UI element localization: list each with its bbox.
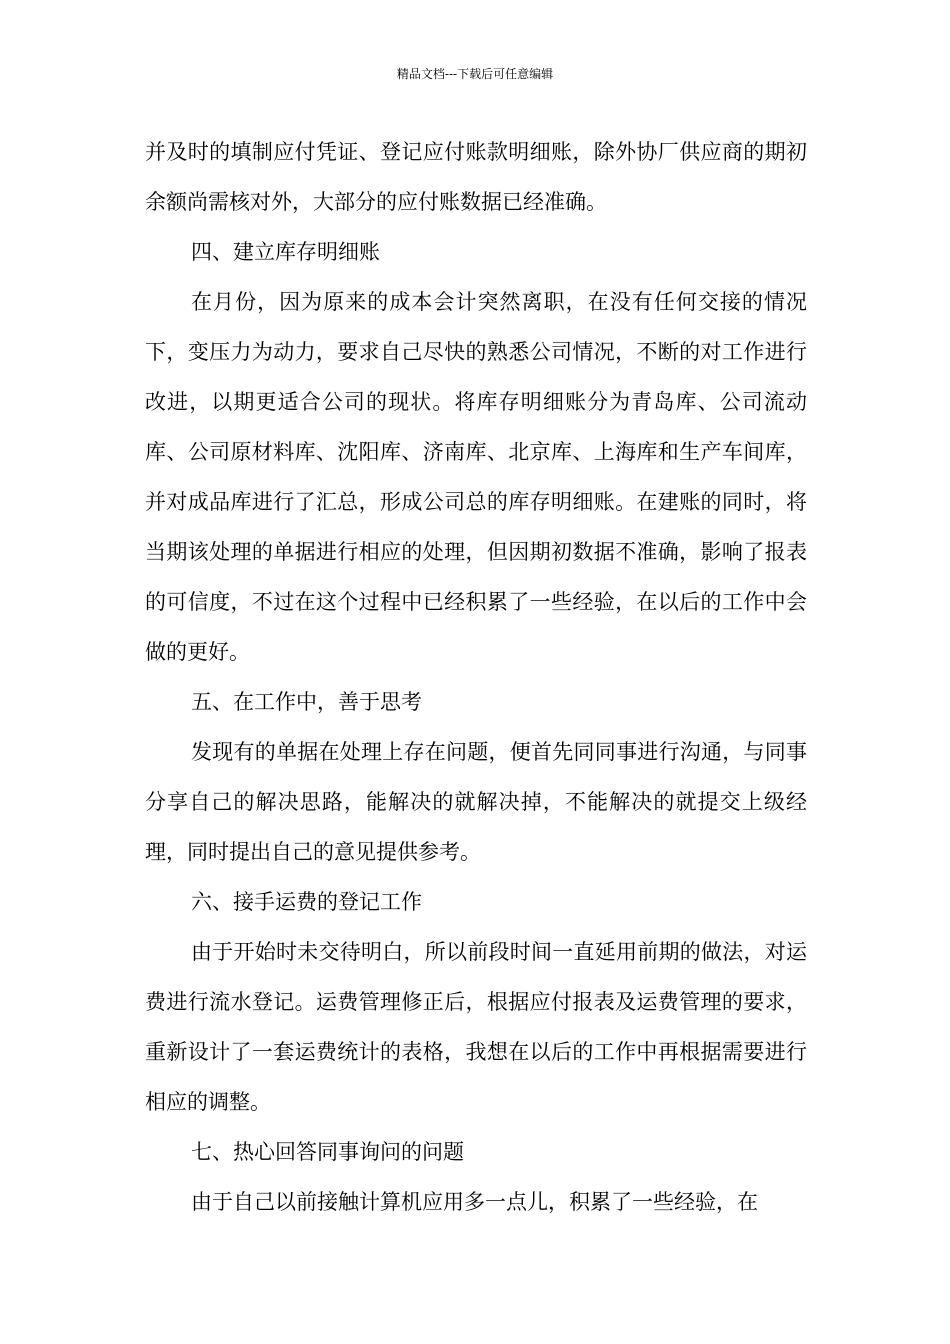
section-heading-7: 七、热心回答同事询问的问题 [191, 1140, 464, 1164]
section-heading-5: 五、在工作中，善于思考 [191, 690, 422, 714]
paragraph-continuation: 并及时的填制应付凭证、登记应付账款明细账，除外协厂供应商的期初余额尚需核对外，大部分的应付账数据已经准确。 [145, 140, 807, 214]
section-heading-6: 六、接手运费的登记工作 [191, 890, 422, 914]
section-heading-4: 四、建立库存明细账 [191, 240, 380, 264]
paragraph-helping-colleagues: 由于自己以前接触计算机应用多一点儿，积累了一些经验，在 [191, 1190, 758, 1214]
paragraph-thinking: 发现有的单据在处理上存在问题，便首先同同事进行沟通，与同事分享自己的解决思路，能解决的就解决掉，不能解决的就提交上级经理，同时提出自己的意见提供参考。 [145, 740, 807, 864]
paragraph-freight: 由于开始时未交待明白，所以前段时间一直延用前期的做法，对运费进行流水登记。运费管理修正后，根据应付报表及运费管理的要求，重新设计了一套运费统计的表格，我想在以后的工作中再根据需要进行相应的调整。 [145, 940, 807, 1114]
paragraph-inventory-ledger: 在月份，因为原来的成本会计突然离职，在没有任何交接的情况下，变压力为动力，要求自己尽快的熟悉公司情况，不断的对工作进行改进，以期更适合公司的现状。将库存明细账分为青岛库、公司流动库、公司原材料库、沈阳库、济南库、北京库、上海库和生产车间库，并对成品库进行了汇总，形成公司总的库存明细账。在建账的同时，将当期该处理的单据进行相应的处理，但因期初数据不准确，影响了报表的可信度，不过在这个过程中已经积累了一些经验，在以后的工作中会做的更好。 [145, 290, 807, 664]
page-header: 精品文档---下载后可任意编辑 [396, 67, 554, 81]
document-body [145, 127, 807, 1227]
